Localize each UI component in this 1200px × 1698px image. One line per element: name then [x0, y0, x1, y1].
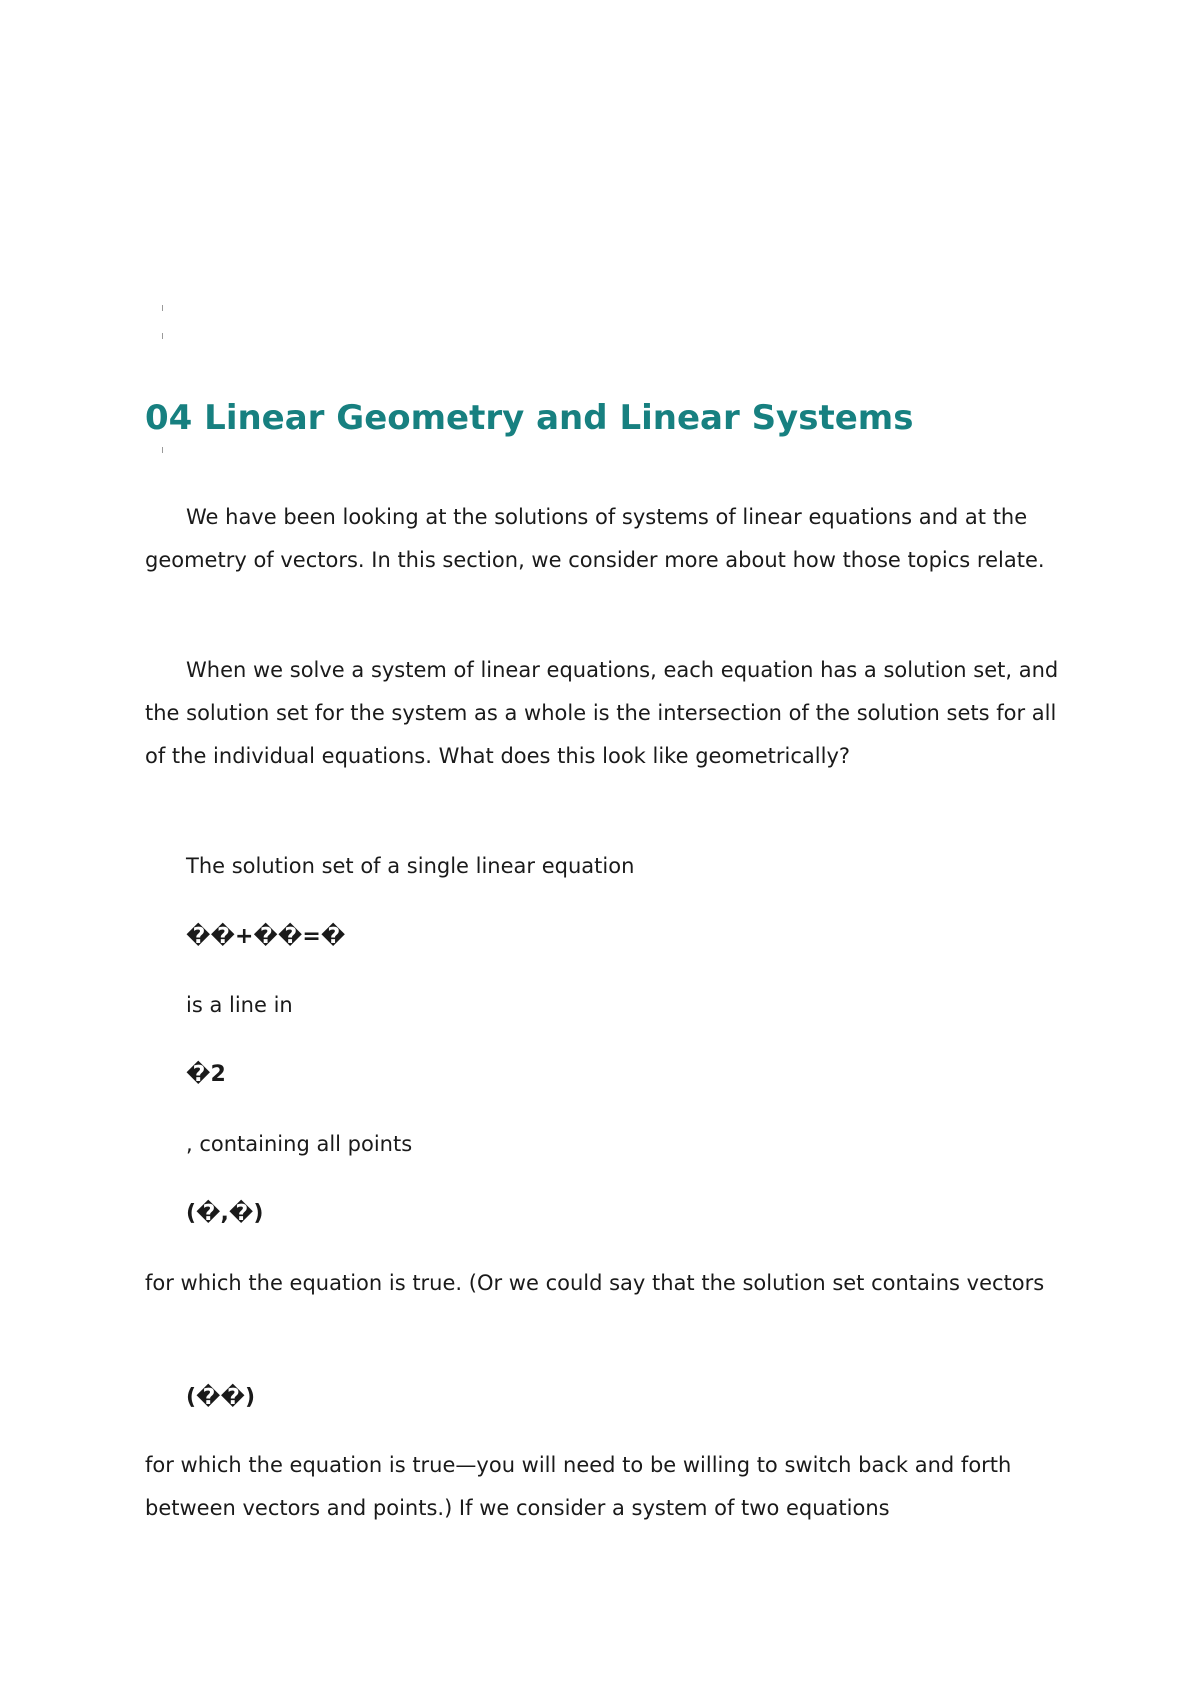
- paragraph-single-equation: The solution set of a single linear equation: [186, 854, 635, 878]
- math-point: (�,�): [186, 1201, 264, 1226]
- margin-mark: [162, 305, 163, 311]
- text-line-in: is a line in: [186, 993, 293, 1017]
- page-title: 04 Linear Geometry and Linear Systems: [145, 398, 914, 438]
- math-r2: �2: [186, 1062, 226, 1087]
- text-containing-points: , containing all points: [186, 1132, 413, 1156]
- margin-mark: [162, 447, 163, 453]
- paragraph-solution-sets: When we solve a system of linear equations, each equation has a solution set, and the solution set for the system as a whole is the intersection of the solution sets for all of the individual equations. What does this look like geometrically?: [145, 658, 1059, 768]
- math-vector: (��): [186, 1385, 256, 1410]
- margin-mark: [162, 333, 163, 339]
- paragraph-intro: We have been looking at the solutions of systems of linear equations and at the geometry of vectors. In this section, we consider more about how those topics relate.: [145, 505, 1045, 572]
- paragraph-two-equations: for which the equation is true—you will need to be willing to switch back and forth between vectors and points.) If we consider a system of two equations: [145, 1453, 1012, 1520]
- paragraph-vectors: for which the equation is true. (Or we could say that the solution set contains vectors: [145, 1271, 1045, 1295]
- math-equation: ��+��=�: [186, 924, 346, 949]
